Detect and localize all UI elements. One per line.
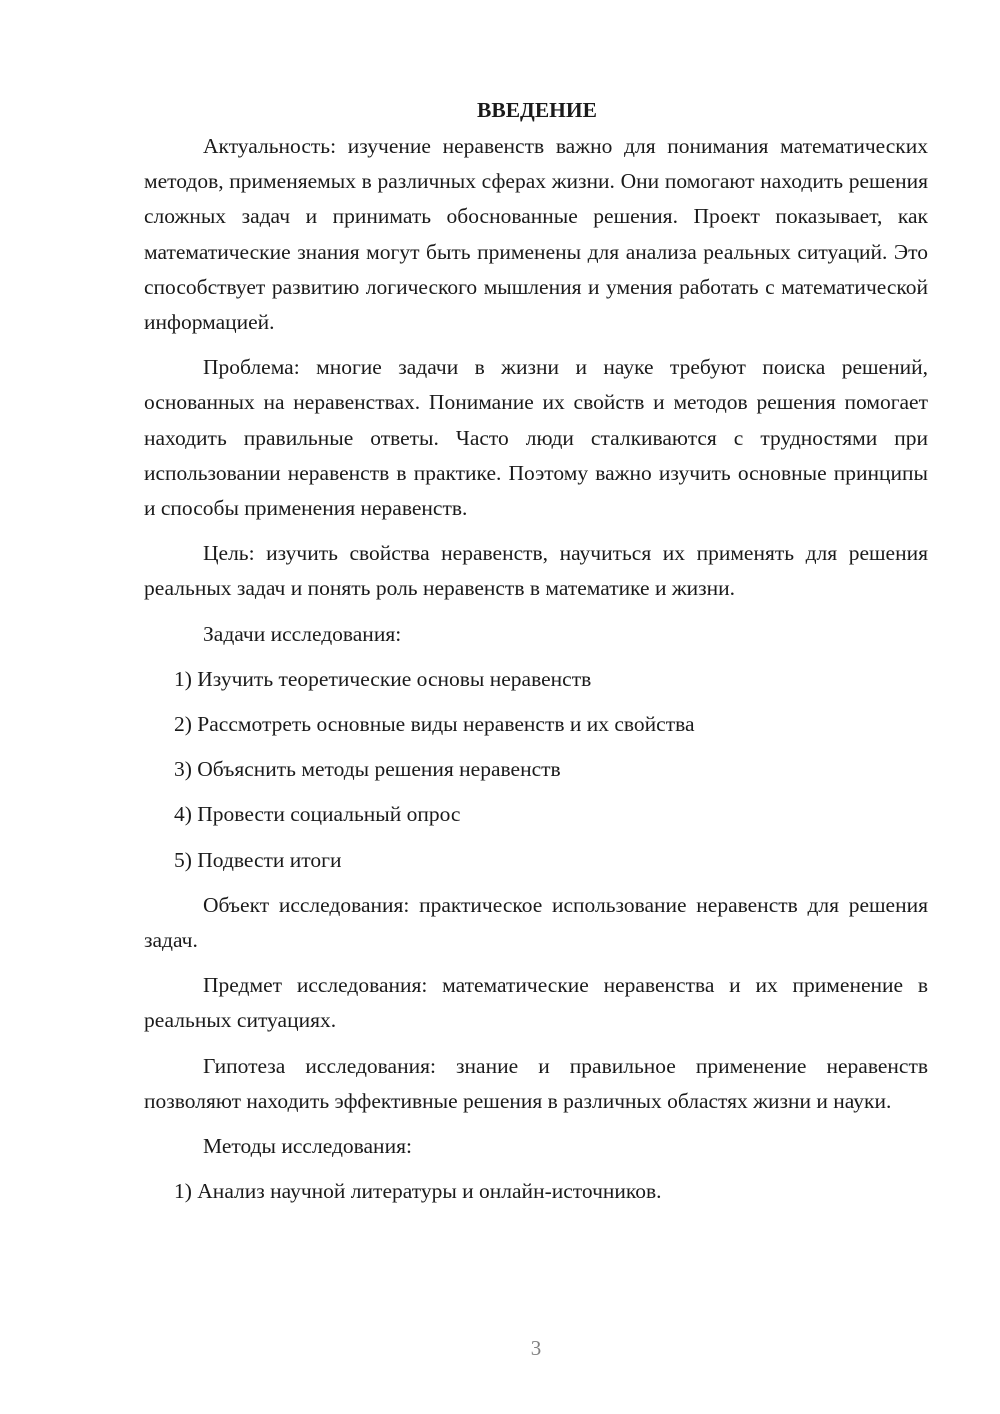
- tasks-list: [144, 662, 928, 878]
- page-content: [144, 93, 928, 1219]
- hypothesis-paragraph: Гипотеза исследования: знание и правильное применение неравенств позволяют находить эффективные решения в различных областях жизни и науки.: [144, 1053, 928, 1113]
- list-item: 2) Рассмотреть основные виды неравенств и их свойства: [174, 712, 695, 737]
- list-item: 3) Объяснить методы решения неравенств: [174, 757, 561, 782]
- page-number: 3: [530, 1336, 542, 1360]
- methods-list: [144, 1174, 928, 1209]
- problem-paragraph: Проблема: многие задачи в жизни и науке требуют поиска решений, основанных на неравенствах. Понимание их свойств и методов решения помогает находить правильные ответы. Часто люди сталкиваются с трудностями при использовании неравенств в практике. Поэтому важно изучить основные принципы и способы применения неравенств.: [144, 355, 928, 521]
- object-paragraph: Объект исследования: практическое использование неравенств для решения задач.: [144, 892, 928, 953]
- subject-paragraph: Предмет исследования: математические неравенства и их применение в реальных ситуациях.: [144, 973, 928, 1033]
- methods-label: Методы исследования:: [203, 1134, 412, 1159]
- goal-paragraph: Цель: изучить свойства неравенств, научиться их применять для решения реальных задач и понять роль неравенств в математике и жизни.: [144, 541, 928, 601]
- list-item: 4) Провести социальный опрос: [174, 802, 461, 827]
- page-title: ВВЕДЕНИЕ: [477, 98, 597, 122]
- tasks-label: Задачи исследования:: [203, 621, 402, 646]
- list-item: 5) Подвести итоги: [174, 847, 342, 872]
- relevance-paragraph: Актуальность: изучение неравенств важно для понимания математических методов, применяемых в различных сферах жизни. Они помогают находить решения сложных задач и принимать обоснованные решения. Проект показывает, как математические знания могут быть применены для анализа реальных ситуаций. Это способствует развитию логического мышления и умения работать с математической информацией.: [144, 134, 928, 335]
- list-item: 1) Анализ научной литературы и онлайн-источников.: [174, 1179, 662, 1204]
- list-item: 1) Изучить теоретические основы неравенств: [174, 666, 592, 691]
